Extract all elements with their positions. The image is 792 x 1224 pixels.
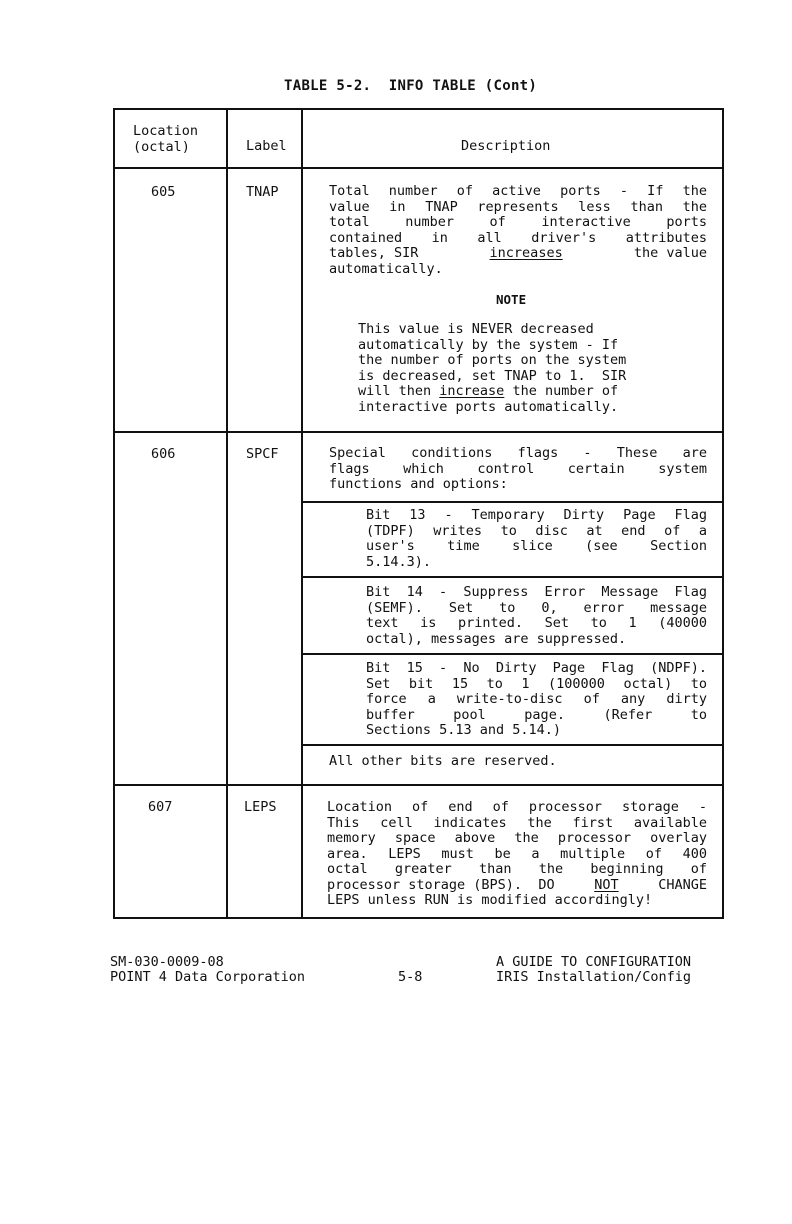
row-607-desc-line: memory space above the processor overlay [327, 830, 707, 846]
table-top-border [113, 108, 724, 110]
row-605-desc-line5-pre: tables, SIR [329, 245, 427, 261]
bit13-top-divider [301, 501, 724, 503]
row-607-desc-line: area. LEPS must be a multiple of 400 [327, 845, 707, 862]
row-605-desc-line5 [329, 246, 707, 262]
row-607-location: 607 [148, 799, 173, 815]
footer-guide-title: A GUIDE TO CONFIGURATION [496, 954, 692, 970]
note-line5-pre: will then [358, 383, 440, 399]
note-line: is decreased, set TNAP to 1. SIR [358, 367, 627, 384]
bit-14-line: (SEMF). Set to 0, error message [366, 599, 707, 616]
row-605-desc-line: value in TNAP represents less than the [329, 198, 707, 215]
row-606-desc-line: Special conditions flags - These are [329, 445, 707, 461]
row-605-desc-line5-post: the value [625, 245, 707, 261]
row-607-desc-line6-post: CHANGE [650, 876, 707, 893]
footer-doc-number: SM-030-0009-08 [110, 954, 224, 970]
header-label: Label [246, 138, 287, 154]
header-divider [113, 167, 724, 169]
row-605-desc-line: contained in all driver's attributes [329, 229, 707, 246]
note-line: This value is NEVER decreased [358, 321, 594, 337]
row-606-label: SPCF [246, 446, 279, 462]
row-606-desc-line: flags which control certain system [329, 460, 707, 477]
other-bits-top-divider [301, 744, 724, 746]
bit-15-line: force a write-to-disc of any dirty [366, 691, 707, 707]
bit-15-line: Set bit 15 to 1 (100000 octal) to [366, 675, 707, 692]
row-605-desc-line: total number of interactive ports [329, 214, 707, 230]
header-description: Description [461, 138, 551, 154]
bit-13-line: (TDPF) writes to disc at end of a [366, 522, 707, 539]
row-divider-2 [113, 784, 724, 786]
bit-13-line: Bit 13 - Temporary Dirty Page Flag [366, 507, 707, 523]
bit-14-line: octal), messages are suppressed. [366, 630, 627, 647]
header-location-line2: (octal) [133, 138, 190, 155]
bit-15-line: Sections 5.13 and 5.14.) [366, 722, 562, 738]
note-line: the number of ports on the system [358, 352, 627, 368]
row-607-desc-line: This cell indicates the first available [327, 814, 707, 831]
row-607-desc-line: Location of end of processor storage - [327, 799, 707, 815]
note-line: automatically by the system - If [358, 336, 619, 353]
bit-14-line: text is printed. Set to 1 (40000 [366, 615, 707, 631]
bit-13-line: 5.14.3). [366, 553, 432, 570]
row-607-desc-line6 [327, 878, 707, 894]
bit-15-line: buffer pool page. (Refer to [366, 706, 707, 723]
col-separator-2 [301, 108, 303, 919]
header-location-line1: Location [133, 123, 199, 139]
row-607-desc-line: octal greater than the beginning of [327, 861, 707, 877]
row-607-not-underlined: NOT [594, 876, 619, 893]
row-605-increases-underlined: increases [489, 245, 563, 261]
col-separator-1 [226, 108, 228, 919]
row-607-desc-line7: LEPS unless RUN is modified accordingly! [327, 892, 653, 908]
row-divider-1 [113, 431, 724, 433]
header-location [133, 124, 223, 155]
note-line5-post: the number of [504, 383, 619, 399]
note-line5 [358, 384, 670, 400]
row-607-desc-line6-pre: processor storage (BPS). DO [327, 876, 563, 893]
footer-page-number: 5-8 [398, 969, 423, 985]
note-increase-underlined: increase [439, 383, 505, 399]
bit-14-block [366, 585, 707, 647]
note-heading: NOTE [496, 292, 527, 307]
row-605-location: 605 [151, 184, 176, 200]
row-605-label: TNAP [246, 184, 279, 200]
bit-13-block [366, 508, 707, 570]
bit-14-line: Bit 14 - Suppress Error Message Flag [366, 584, 707, 600]
table-left-border [113, 108, 115, 919]
row-606-desc-line: functions and options: [329, 476, 508, 492]
row-605-note [358, 322, 670, 415]
row-607-description [327, 800, 707, 909]
footer-company: POINT 4 Data Corporation [110, 969, 306, 985]
row-606-location: 606 [151, 446, 176, 462]
row-605-description [329, 184, 707, 277]
table-right-border [722, 108, 724, 919]
bit15-top-divider [301, 653, 724, 655]
row-605-desc-line6: automatically. [329, 260, 443, 277]
row-607-label: LEPS [244, 799, 277, 815]
footer-guide-subtitle: IRIS Installation/Config [496, 969, 692, 985]
table-bottom-border [113, 917, 724, 919]
other-bits-reserved: All other bits are reserved. [329, 753, 557, 769]
note-line6: interactive ports automatically. [358, 398, 619, 415]
page-title: TABLE 5-2. INFO TABLE (Cont) [284, 78, 538, 94]
row-606-description [329, 446, 707, 493]
bit14-top-divider [301, 576, 724, 578]
bit-13-line: user's time slice (see Section [366, 538, 707, 554]
bit-15-line: Bit 15 - No Dirty Page Flag (NDPF). [366, 660, 707, 676]
row-605-desc-line: Total number of active ports - If the [329, 183, 707, 199]
bit-15-block [366, 661, 707, 739]
